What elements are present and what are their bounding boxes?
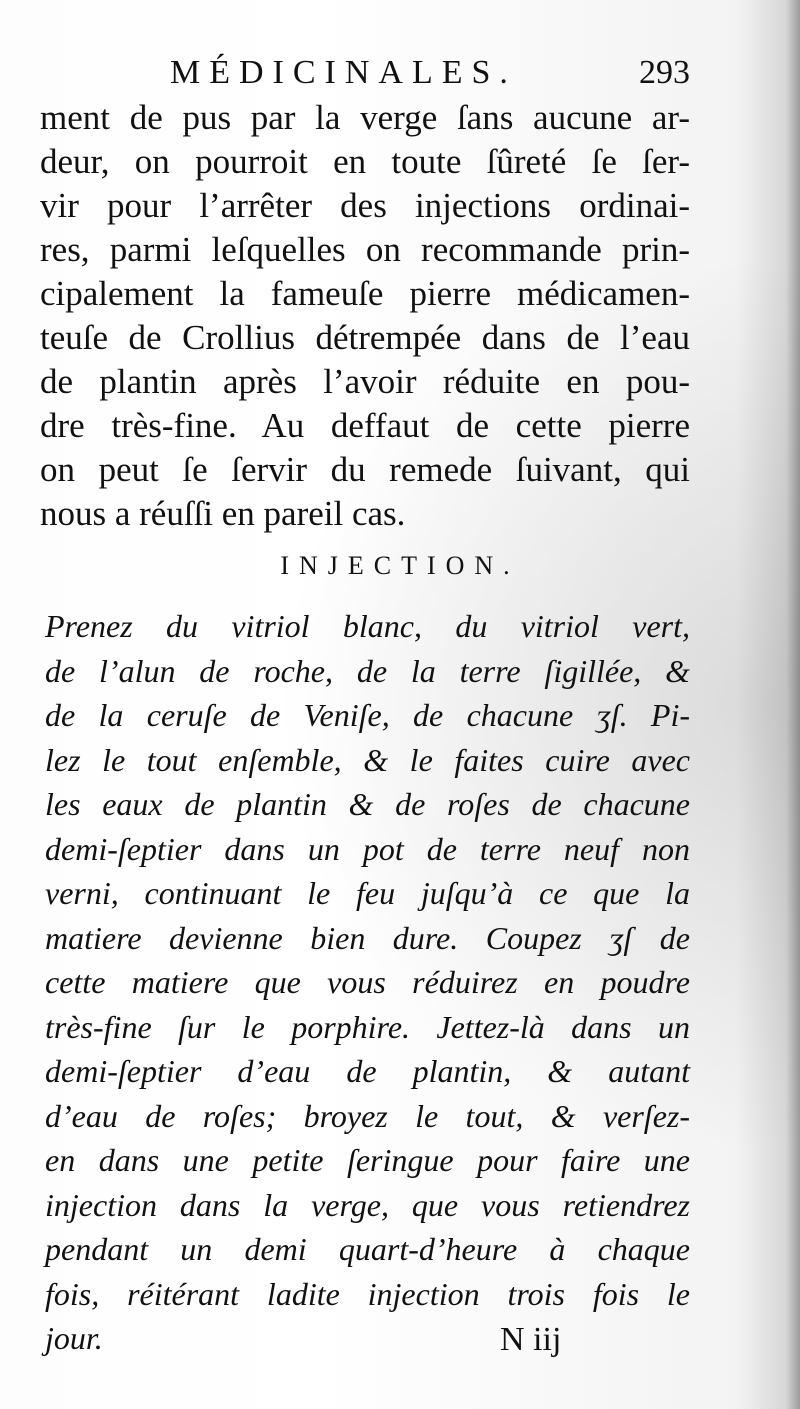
recipe-line: injection dans la verge, que vous retiendrez [45,1186,690,1223]
recipe-line: cette matiere que vous réduirez en poudre [45,964,690,1000]
text-line: vir pour l’arrêter des injections ordinai- [40,186,690,225]
running-title: MÉDICINALES. [170,54,517,91]
text-line: de plantin après l’avoir réduite en pou- [40,362,690,401]
recipe-line: très-fine ſur le porphire. Jettez-là dans un [45,1008,690,1045]
recipe-line: lez le tout enſemble, & le faites cuire avec [45,741,690,778]
text-line: res, parmi leſquelles on recommande prin- [40,230,690,269]
body-paragraph [40,96,690,536]
recipe-line: fois, réitérant ladite injection trois fois le [45,1275,690,1312]
recipe-line: de la ceruſe de Veniſe, de chacune ʒſ. Pi- [45,697,690,733]
recipe-line: d’eau de roſes; broyez le tout, & verſez- [45,1097,690,1134]
recipe-line: les eaux de plantin & de roſes de chacune [45,786,690,822]
recipe-line: en dans une petite ſeringue pour faire une [45,1142,690,1178]
text-line: on peut ſe ſervir du remede ſuivant, qui [40,450,690,489]
text-line: cipalement la fameuſe pierre médicamen- [40,274,690,313]
recipe-line: demi-ſeptier dans un pot de terre neuf non [45,830,690,867]
section-heading: INJECTION. [280,551,520,580]
page-number: 293 [639,54,690,91]
text-line: ment de pus par la verge ſans aucune ar- [40,98,690,137]
page-edge-shadow [786,0,800,1409]
running-header [170,48,690,98]
recipe-paragraph [45,604,690,1361]
recipe-line: matiere devienne bien dure. Coupez ʒſ de [45,919,690,956]
text-line: dre très-fine. Au deffaut de cette pierre [40,406,690,445]
recipe-line: verni, continuant le feu juſqu’à ce que la [45,875,690,911]
recipe-line: Prenez du vitriol blanc, du vitriol vert, [45,608,690,644]
recipe-line: demi-ſeptier d’eau de plantin, & autant [45,1053,690,1089]
recipe-line: jour. [45,1320,103,1356]
recipe-line: pendant un demi quart-d’heure à chaque [45,1231,690,1267]
text-line: nous a réuſſi en pareil cas. [40,494,406,533]
text-line: deur, on pourroit en toute ſûreté ſe ſer- [40,142,690,181]
text-line: teuſe de Crollius détrempée dans de l’eau [40,318,690,357]
signature-mark: N iij [500,1321,562,1358]
recipe-line: de l’alun de roche, de la terre ſigillée, & [45,652,690,689]
